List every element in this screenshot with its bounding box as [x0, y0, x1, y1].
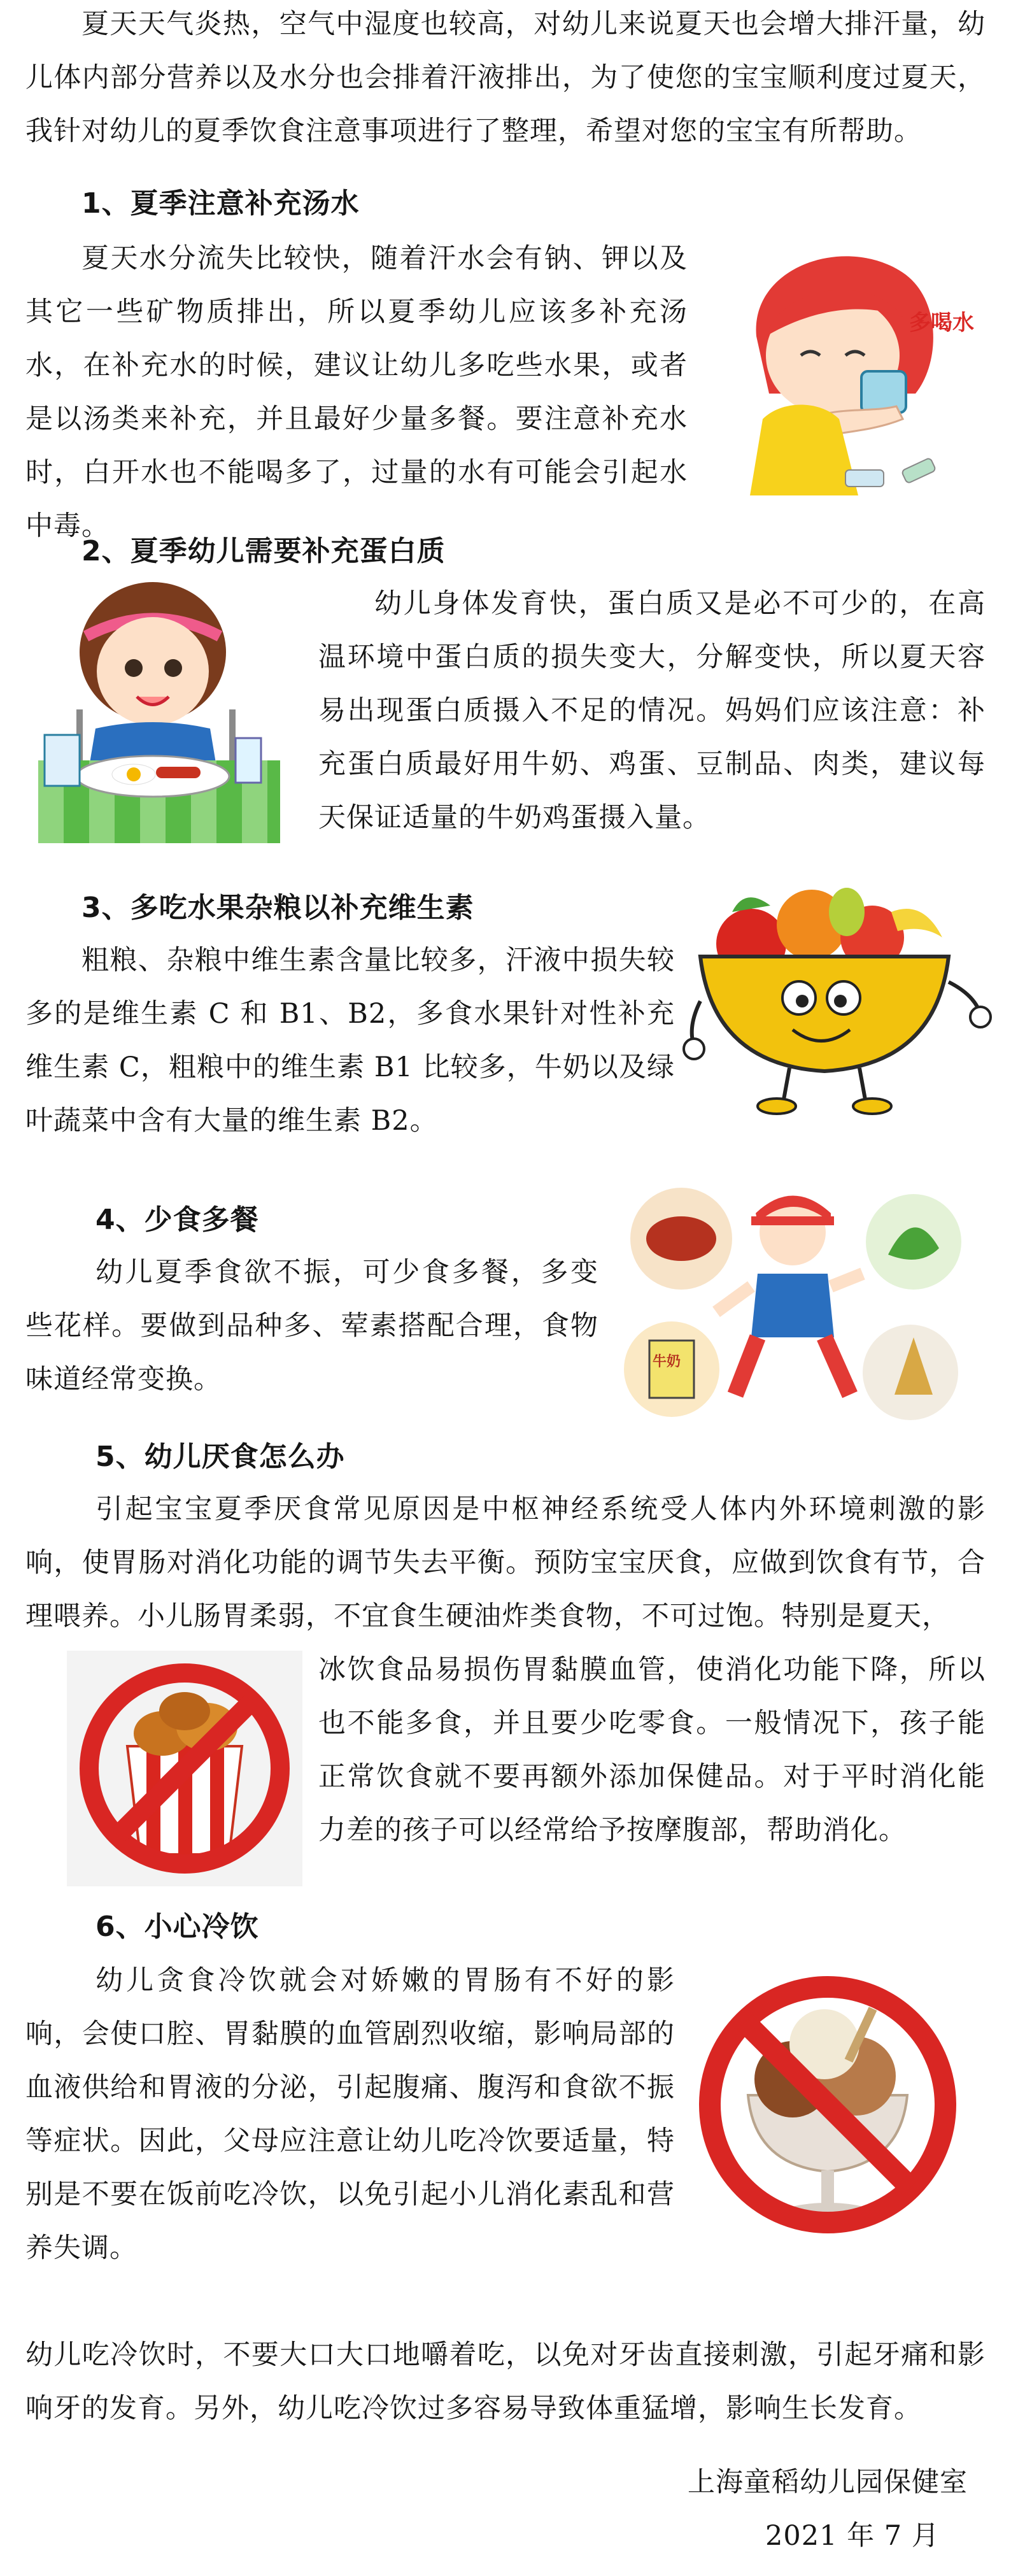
illustration-fruit-bowl	[681, 886, 993, 1122]
illustration-no-fried-chicken	[67, 1651, 302, 1886]
section-4-heading: 4、少食多餐	[95, 1204, 259, 1236]
boy-running-with-food-icon	[621, 1178, 968, 1427]
signature-org: 上海童稻幼儿园保健室	[688, 2466, 968, 2498]
section-3-heading: 3、多吃水果杂粮以补充维生素	[81, 892, 474, 924]
no-fried-chicken-icon	[67, 1651, 302, 1886]
intro-paragraph: 夏天天气炎热，空气中湿度也较高，对幼儿来说夏天也会增大排汗量，幼儿体内部分营养以及水分也会排着汗液排出，为了使您的宝宝顺利度过夏天，我针对幼儿的夏季饮食注意事项进行了整理，希望对您的宝宝有所帮助。	[25, 8, 986, 147]
section-3-body: 粗粮、杂粮中维生素含量比较多，汗液中损失较多的是维生素 C 和 B1、B2，多食水果针对性补充维生素 C，粗粮中的维生素 B1 比较多，牛奶以及绿叶蔬菜中含有大量的维生素 B2。	[25, 944, 675, 1137]
section-5-heading: 5、幼儿厌食怎么办	[95, 1441, 345, 1473]
section-6-body-bottom: 幼儿吃冷饮时，不要大口大口地嚼着吃，以免对牙齿直接刺激，引起牙痛和影响牙的发育。另外，幼儿吃冷饮过多容易导致体重猛增，影响生长发育。	[25, 2339, 986, 2424]
illustration-boy-running	[621, 1178, 968, 1427]
section-1-body: 夏天水分流失比较快，随着汗水会有钠、钾以及其它一些矿物质排出，所以夏季幼儿应该多补充汤水，在补充水的时候，建议让幼儿多吃些水果，或者是以汤类来补充，并且最好少量多餐。要注意补充水时，白开水也不能喝多了，过量的水有可能会引起水中毒。	[25, 243, 688, 542]
fruit-bowl-character-icon	[681, 886, 993, 1122]
section-6-body-side: 幼儿贪食冷饮就会对娇嫩的胃肠有不好的影响，会使口腔、胃黏膜的血管剧烈收缩，影响局部的血液供给和胃液的分泌，引起腹痛、腹泻和食欲不振等症状。因此，父母应注意让幼儿吃冷饮要适量，特别是不要在饭前吃冷饮，以免引起小儿消化素乱和营养失调。	[25, 1965, 675, 2264]
girl-drinking-water-icon	[712, 228, 986, 508]
section-6-heading: 6、小心冷饮	[95, 1911, 259, 1943]
drink-water-label: 多喝水	[909, 310, 974, 336]
illustration-girl-drinking-water	[712, 228, 986, 508]
section-5-body-top: 引起宝宝夏季厌食常见原因是中枢神经系统受人体内外环境刺激的影响，使胃肠对消化功能的调节失去平衡。预防宝宝厌食，应做到饮食有节，合理喂养。小儿肠胃柔弱，不宜食生硬油炸类食物，不可过饱。特别是夏天，	[25, 1493, 986, 1632]
section-1-heading: 1、夏季注意补充汤水	[81, 187, 360, 220]
section-5-body-side: 冰饮食品易损伤胃黏膜血管，使消化功能下降，所以也不能多食，并且要少吃零食。一般情况下，孩子能正常饮食就不要再额外添加保健品。对于平时消化能力差的孩子可以经常给予按摩腹部，帮助消化。	[318, 1654, 986, 1846]
girl-eating-breakfast-icon	[25, 576, 286, 850]
illustration-girl-eating	[25, 576, 286, 850]
section-2-body: 幼儿身体发育快，蛋白质又是必不可少的，在高温环境中蛋白质的损失变大，分解变快，所以夏天容易出现蛋白质摄入不足的情况。妈妈们应该注意：补充蛋白质最好用牛奶、鸡蛋、豆制品、肉类，建议每天保证适量的牛奶鸡蛋摄入量。	[318, 588, 986, 834]
section-2-heading: 2、夏季幼儿需要补充蛋白质	[81, 535, 446, 567]
signature-date: 2021 年 7 月	[765, 2520, 940, 2552]
no-ice-cream-icon	[691, 1968, 965, 2242]
illustration-no-ice-cream	[691, 1968, 965, 2242]
section-4-body: 幼儿夏季食欲不振，可少食多餐，多变些花样。要做到品种多、荤素搭配合理，食物味道经常变换。	[25, 1256, 598, 1395]
milk-carton-label: 牛奶	[653, 1354, 681, 1370]
